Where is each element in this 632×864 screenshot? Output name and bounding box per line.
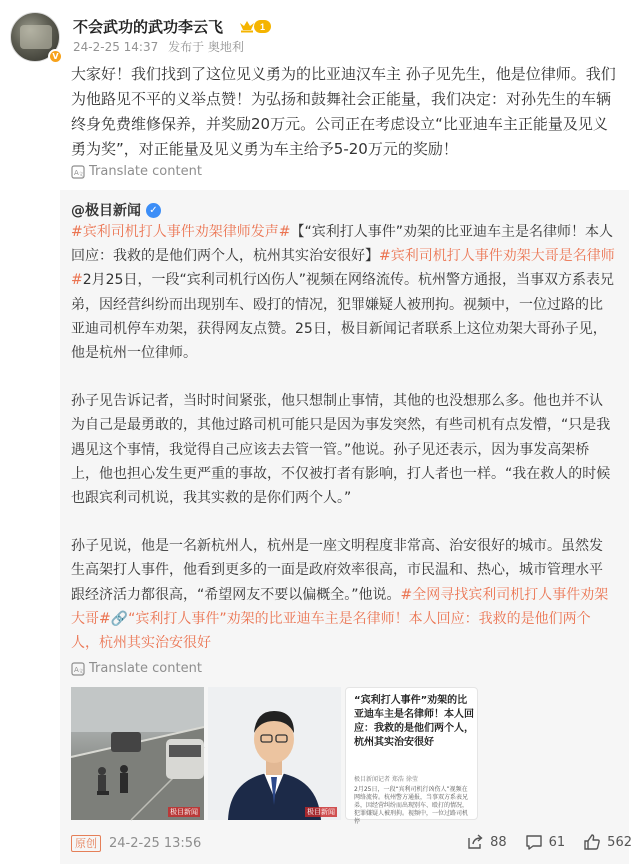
verified-badge-icon: V	[48, 49, 63, 64]
repost-button[interactable]	[466, 833, 507, 851]
repost-text-segment: 孙子见说，他是一名新杭州人，杭州是一座文明程度非常高、治安很好的城市。虽然发生高架打人事件，他看到更多的一面是政府效率很高，市民温和、热心，城市管理水平跟经济活力都很高，“希望网友不要以偏概全。”他说。	[71, 538, 603, 603]
post-meta	[73, 38, 250, 55]
like-count: 562	[607, 834, 632, 850]
article-image-byline: 极目新闻记者 郑浩 徐莹	[354, 776, 418, 783]
translate-icon	[71, 165, 85, 179]
post-time[interactable]: 24-2-25 14:37	[73, 40, 159, 54]
svg-text:A: A	[74, 665, 79, 674]
repost-text-segment: 【“宾利打人事件”劝架的比亚迪车主是名律师！本人回应：我救的是他们两个人，杭州其实治安很好】	[71, 224, 613, 265]
repost-count: 88	[490, 834, 507, 850]
hashtag-link[interactable]: #宾利司机打人事件劝架大哥是名律师#	[71, 248, 615, 289]
image-thumbnail-article[interactable]	[345, 687, 478, 825]
svg-text:文: 文	[78, 171, 84, 178]
article-link[interactable]: 🔗“宾利打人事件”劝架的比亚迪车主是名律师！本人回应：我救的是他们两个人，杭州其实治安很好	[71, 610, 591, 652]
crown-level-icon[interactable]	[238, 18, 272, 35]
repost-author-name[interactable]: @极目新闻	[71, 203, 141, 219]
repost-card[interactable]	[60, 190, 632, 864]
repost-paragraph-3	[71, 534, 616, 655]
like-button[interactable]	[583, 833, 632, 851]
original-badge: 原创	[71, 835, 101, 852]
comment-count: 61	[548, 834, 566, 850]
image-thumbnail-portrait[interactable]	[208, 687, 341, 820]
post-source: 发布于 奥地利	[168, 40, 244, 54]
repost-paragraph-1	[71, 220, 616, 365]
action-bar	[466, 833, 632, 851]
image-thumbnail-highway[interactable]	[71, 687, 204, 820]
post-text: 大家好！我们找到了这位见义勇为的比亚迪汉车主 孙子见先生，他是位律师。我们为他路见不平的义举点赞！为弘扬和鼓舞社会正能量，我们决定：对孙先生的车辆终身免费维修保养，并奖励20万元。公司正在考虑设立“比亚迪车主正能量及见义勇为奖”，对正能量及见义勇为车主给予5-20万元的奖励！	[71, 65, 616, 158]
highway-scene-image	[71, 687, 204, 820]
repost-translate-button[interactable]	[71, 661, 202, 676]
article-image-body: 2月25日，一段“宾利司机行凶伤人”视频在网络流传。杭州警方通报，当事双方系表兄弟，因经营纠纷而出现别车、殴打的情况，犯罪嫌疑人被刑拘。视频中，一位过路司机停	[354, 786, 469, 825]
level-number: 1	[259, 22, 266, 32]
thumbs-up-icon	[583, 833, 601, 851]
translate-button[interactable]	[71, 164, 202, 179]
article-image-title: “宾利打人事件”劝架的比亚迪车主是名律师！本人回应：我救的是他们两个人，杭州其实治安很好	[354, 695, 474, 748]
post-header	[10, 8, 620, 61]
repost-text	[71, 220, 616, 679]
share-icon	[466, 833, 484, 851]
translate-label: Translate content	[89, 164, 202, 179]
repost-time[interactable]: 24-2-25 13:56	[109, 835, 202, 851]
repost-author[interactable]	[71, 200, 161, 220]
user-name[interactable]: 不会武功的武功李云飞	[73, 18, 224, 36]
translate-icon	[71, 662, 85, 676]
comment-button[interactable]	[525, 833, 566, 851]
svg-text:文: 文	[78, 668, 84, 675]
svg-text:A: A	[74, 168, 79, 177]
blue-verified-icon: ✓	[146, 203, 161, 218]
hashtag-link[interactable]: #全网寻找宾利司机打人事件劝架大哥#	[71, 586, 609, 627]
repost-paragraph-2: 孙子见告诉记者，当时时间紧张，他只想制止事情，其他的也没想那么多。他也并不认为自己是最勇敢的，其他过路司机可能只是因为事发突然，有些司机有点发懵，“只是我遇见这个事情，我觉得自己应该去去管一管。”他说。孙子见还表示，因为事发高架桥上，他也担心发生更严重的事故，不仅被打者有影响，打人者也一样。“我在救人的时候也跟宾利司机说，我其实救的是你们两个人。”	[71, 393, 611, 507]
watermark: 极目新闻	[170, 808, 198, 816]
repost-footer	[71, 830, 632, 856]
comment-icon	[525, 833, 543, 851]
image-gallery	[71, 687, 478, 825]
portrait-image	[208, 687, 341, 820]
translate-label: Translate content	[89, 661, 202, 676]
repost-text-segment: 2月25日，一段“宾利司机行凶伤人”视频在网络流传。杭州警方通报，当事双方系表兄弟，因经营纠纷而出现别车、殴打的情况，犯罪嫌疑人被刑拘。视频中，一位过路的比亚迪司机停车劝架，获得网友点赞。25日，极目新闻记者联系上这位劝架大哥孙子见，他是杭州一位律师。	[71, 272, 614, 362]
hashtag-link[interactable]: #宾利司机打人事件劝架律师发声#	[71, 224, 291, 240]
watermark: 极目新闻	[307, 808, 335, 816]
